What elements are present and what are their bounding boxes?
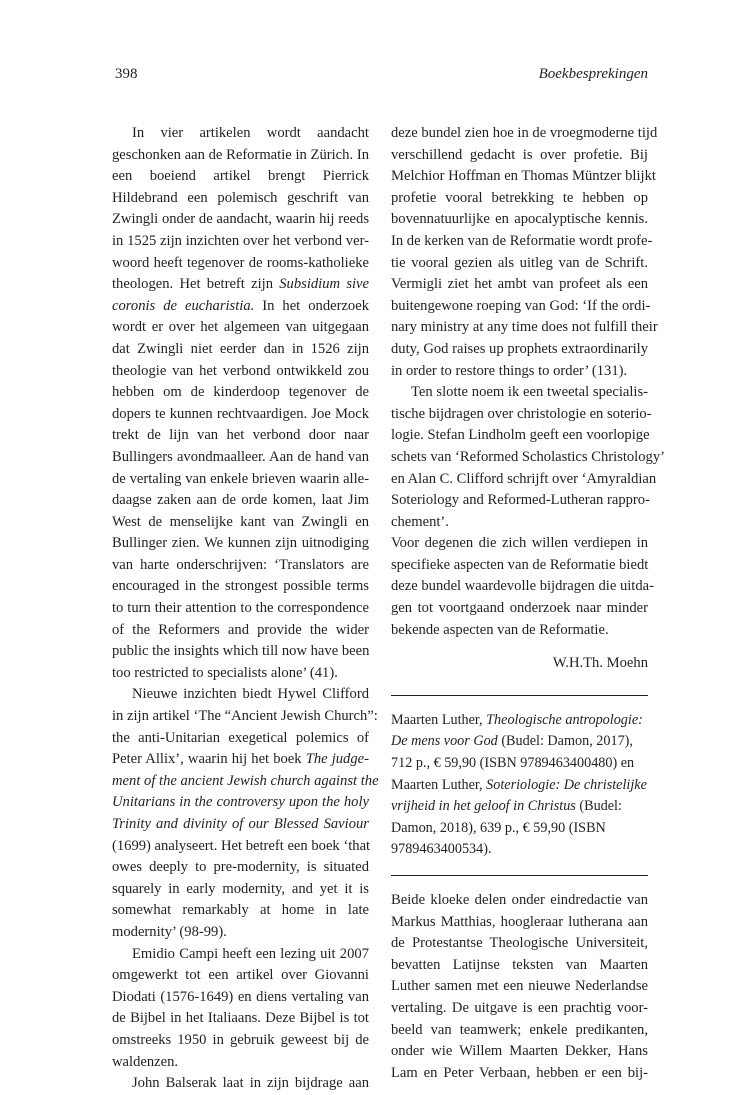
- spacer: [391, 696, 648, 710]
- text-line: in 1525 zijn inzichten over het verbond ver-: [112, 232, 369, 249]
- text-line: onder wie Willem Maarten Dekker, Hans: [391, 1043, 648, 1060]
- text-line: Beide kloeke delen onder eindredactie van: [391, 892, 648, 908]
- text-line: encouraged in the strongest possible terms: [112, 578, 369, 595]
- text-line: [112, 792, 369, 814]
- title-italic: Unitarians in the controversy upon the holy: [112, 794, 369, 811]
- text-line: tische bijdragen over christologie en soterio-: [391, 405, 652, 422]
- text-line: West de menselijke kant van Zwingli en: [112, 513, 369, 530]
- text-line: Bullinger zien. We kunnen zijn uitnodiging: [112, 535, 369, 552]
- text-line: gen tot voortgaand onderzoek naar minder: [391, 600, 648, 617]
- left-column: [112, 123, 379, 1095]
- text-line: de Protestantse Theologische Universiteit,: [391, 935, 648, 952]
- title-italic: The judge-: [305, 751, 369, 768]
- text-line: vertaling. De uitgave is een prachtig voor-: [391, 999, 648, 1016]
- text-line: een boeiend artikel brengt Pierrick: [112, 168, 369, 185]
- text-line: de vertaling van enkele brieven waarin alle-: [112, 470, 369, 487]
- text-line: en Alan C. Clifford schrijft over ‘Amyraldian: [391, 470, 657, 487]
- text-segment: theologen. Het betreft zijn: [112, 276, 280, 293]
- text-line: 9789463400534).: [391, 841, 492, 858]
- text-line: beeld van teamwerk; enkele predikanten,: [391, 1021, 648, 1038]
- text-segment: Peter Allix’, waarin hij het boek: [112, 751, 306, 768]
- text-line: Nieuwe inzichten biedt Hywel Clifford: [132, 686, 369, 703]
- text-line: hebben om de kinderdoop tegenover de: [112, 384, 369, 401]
- text-line: Markus Matthias, hoogleraar lutherana aan: [391, 913, 648, 930]
- text-line: Hildebrand een polemisch geschrift van: [112, 189, 369, 206]
- text-line: [391, 710, 648, 732]
- text-line: Vermigli ziet het ambt van profeet als een: [391, 276, 648, 293]
- text-line: geschonken aan de Reformatie in Zürich. In: [112, 146, 369, 163]
- text-line: public the insights which till now have been: [112, 643, 370, 660]
- book-title: Theologische antropologie:: [486, 711, 643, 728]
- text-line: deze bundel waardevolle bijdragen die uitda-: [391, 578, 654, 595]
- text-line: owes deeply to pre-modernity, is situated: [112, 859, 369, 876]
- author-name: Maarten Luther,: [391, 711, 487, 728]
- text-line: woord heeft tegenover de rooms-katholieke: [112, 254, 369, 271]
- text-line: bevatten Latijnse teksten van Maarten: [391, 956, 648, 973]
- author-name: Maarten Luther,: [391, 776, 487, 793]
- text-line: de Bijbel in het Italiaans. Deze Bijbel is tot: [112, 1010, 369, 1027]
- text-line: verschillend gedacht is over profetie. Bij: [391, 146, 648, 163]
- text-line: trekt de lijn van het verbond door naar: [112, 427, 369, 444]
- title-italic: Trinity and divinity of our Blessed Saviour: [112, 816, 369, 832]
- spacer: [391, 641, 648, 653]
- text-line: [112, 749, 369, 771]
- text-line: van harte onderschrijven: ‘Translators are: [112, 556, 369, 573]
- spacer: [391, 675, 648, 695]
- title-italic: coronis de eucharistia.: [112, 297, 255, 314]
- text-line: Bullingers avondmaalleer. Aan de hand van: [112, 448, 369, 465]
- running-head: Boekbesprekingen: [538, 66, 648, 82]
- text-line: logie. Stefan Lindholm geeft een voorlopige: [391, 427, 650, 444]
- text-line: Diodati (1576-1649) en diens vertaling van: [112, 988, 369, 1005]
- text-line: specifieke aspecten van de Reformatie biedt: [391, 556, 649, 573]
- text-line: squarely in early modernity, and yet it is: [112, 880, 369, 897]
- text-line: 712 p., € 59,90 (ISBN 9789463400480) en: [391, 755, 635, 772]
- title-italic: Subsidium sive: [279, 276, 370, 293]
- text-line: nary ministry at any time does not fulfill their: [391, 319, 658, 336]
- text-line: Emidio Campi heeft een lezing uit 2007: [132, 945, 369, 962]
- text-line: John Balserak laat in zijn bijdrage aan: [132, 1075, 369, 1092]
- text-line: deze bundel zien hoe in de vroegmoderne tijd: [391, 125, 658, 141]
- text-line: Luther samen met een nieuwe Nederlandse: [391, 978, 648, 995]
- text-line: in zijn artikel ‘The “Ancient Jewish Church”:: [112, 708, 378, 725]
- text-line: omstreeks 1950 in gebruik geweest bij de: [112, 1031, 369, 1048]
- text-line: [112, 771, 379, 793]
- text-line: dopers te kunnen rechtvaardigen. Joe Mock: [112, 405, 369, 422]
- text-line: wordt er over het algemeen van uitgegaan: [112, 319, 369, 336]
- text-line: [391, 731, 648, 753]
- text-line: Voor degenen die zich willen verdiepen in: [391, 535, 648, 552]
- text-line: the anti-Unitarian exegetical polemics of: [112, 729, 369, 746]
- text-line: daagse zaken aan de orde komen, laat Jim: [112, 492, 369, 509]
- title-italic: ment of the ancient Jewish church against the: [112, 772, 379, 789]
- book-reference: [391, 710, 648, 861]
- text-line: Damon, 2018), 639 p., € 59,90 (ISBN: [391, 819, 606, 836]
- text-line: of the Reformers and provide the wider: [112, 621, 369, 638]
- text-line: Zwingli onder de aandacht, waarin hij reeds: [112, 211, 369, 228]
- text-line: Soteriology and Reformed-Lutheran rappro-: [391, 492, 650, 509]
- text-line: schets van ‘Reformed Scholastics Christology’: [391, 448, 665, 465]
- text-line: to turn their attention to the correspondence: [112, 600, 369, 617]
- text-line: bovennatuurlijke en apocalyptische kennis.: [391, 211, 648, 228]
- book-title: Soteriologie: De christelijke: [486, 776, 647, 793]
- text-line: [112, 274, 369, 296]
- spacer: [391, 876, 648, 890]
- publication-info: (Budel: Damon, 2017),: [497, 733, 633, 750]
- text-line: [112, 814, 369, 836]
- text-line: tie vooral gezien als uitleg van de Schrift.: [391, 254, 648, 271]
- text-line: Ten slotte noem ik een tweetal specialis-: [411, 384, 648, 401]
- right-column: [391, 123, 665, 1084]
- text-line: chement’.: [391, 513, 449, 530]
- text-line: bekende aspecten van de Reformatie.: [391, 621, 609, 638]
- text-line: omgewerkt tot een artikel over Giovanni: [112, 967, 369, 984]
- publication-info: (Budel:: [575, 798, 622, 815]
- spacer: [391, 861, 648, 875]
- page-number: 398: [115, 66, 138, 82]
- text-line: [391, 775, 648, 797]
- text-line: profetie vooral betrekking te hebben op: [391, 189, 648, 206]
- text-line: Melchior Hoffman en Thomas Müntzer blijkt: [391, 168, 656, 185]
- text-line: theologie van het verbond ontwikkeld zou: [112, 362, 369, 379]
- text-line: [112, 296, 369, 318]
- text-line: in order to restore things to order’ (131).: [391, 362, 628, 379]
- text-line: [391, 796, 648, 818]
- text-line: modernity’ (98-99).: [112, 923, 227, 940]
- text-line: somewhat remarkably at home in late: [112, 902, 369, 919]
- text-line: In vier artikelen wordt aandacht: [132, 125, 369, 141]
- text-segment: In het onderzoek: [254, 297, 369, 314]
- text-line: duty, God raises up prophets extraordinarily: [391, 340, 648, 357]
- book-title: De mens voor God: [391, 733, 498, 750]
- text-line: (1699) analyseert. Het betreft een boek ‘that: [112, 837, 371, 854]
- book-title: vrijheid in het geloof in Christus: [391, 798, 576, 815]
- text-line: Lam en Peter Verbaan, hebben er een bij-: [391, 1064, 648, 1081]
- text-line: too restricted to specialists alone’ (41).: [112, 664, 338, 681]
- reviewer-signature: W.H.Th. Moehn: [552, 655, 648, 672]
- text-line: In de kerken van de Reformatie wordt profe-: [391, 232, 653, 249]
- text-line: waldenzen.: [112, 1053, 179, 1070]
- text-line: dat Zwingli niet eerder dan in 1526 zijn: [112, 340, 369, 357]
- text-line: buitengewone roeping van God: ‘If the ordi-: [391, 297, 651, 314]
